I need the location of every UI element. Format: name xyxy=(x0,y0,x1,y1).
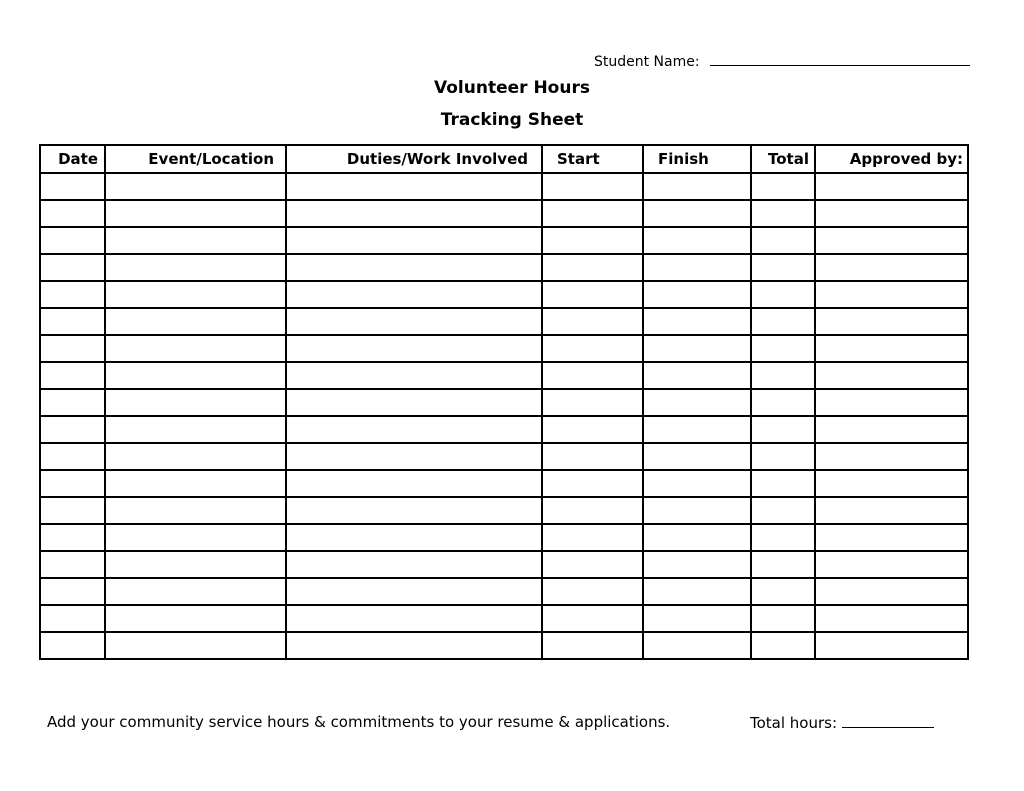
table-cell[interactable] xyxy=(815,308,968,335)
table-cell[interactable] xyxy=(815,281,968,308)
table-cell[interactable] xyxy=(40,416,105,443)
table-cell[interactable] xyxy=(542,551,643,578)
table-cell[interactable] xyxy=(542,254,643,281)
table-cell[interactable] xyxy=(815,416,968,443)
total-hours-field[interactable] xyxy=(842,713,934,728)
table-cell[interactable] xyxy=(105,497,286,524)
table-cell[interactable] xyxy=(40,389,105,416)
table-cell[interactable] xyxy=(815,200,968,227)
table-cell[interactable] xyxy=(286,362,542,389)
column-header-event-location: Event/Location xyxy=(105,145,286,173)
table-cell[interactable] xyxy=(643,470,751,497)
table-cell[interactable] xyxy=(815,470,968,497)
table-cell[interactable] xyxy=(751,524,815,551)
table-cell[interactable] xyxy=(40,362,105,389)
table-cell[interactable] xyxy=(105,389,286,416)
table-cell[interactable] xyxy=(815,254,968,281)
table-cell[interactable] xyxy=(105,335,286,362)
table-cell[interactable] xyxy=(40,605,105,632)
table-cell[interactable] xyxy=(105,524,286,551)
table-cell[interactable] xyxy=(105,173,286,200)
table-cell[interactable] xyxy=(643,335,751,362)
table-cell[interactable] xyxy=(751,227,815,254)
table-cell[interactable] xyxy=(643,632,751,659)
table-cell[interactable] xyxy=(751,389,815,416)
table-cell[interactable] xyxy=(286,632,542,659)
table-cell[interactable] xyxy=(542,200,643,227)
table-cell[interactable] xyxy=(815,389,968,416)
table-cell[interactable] xyxy=(40,497,105,524)
table-row xyxy=(40,470,968,497)
table-cell[interactable] xyxy=(815,227,968,254)
table-cell[interactable] xyxy=(40,578,105,605)
table-cell[interactable] xyxy=(286,578,542,605)
table-cell[interactable] xyxy=(643,173,751,200)
table-cell[interactable] xyxy=(751,497,815,524)
table-cell[interactable] xyxy=(643,281,751,308)
table-cell[interactable] xyxy=(643,605,751,632)
table-row xyxy=(40,605,968,632)
table-row xyxy=(40,443,968,470)
table-cell[interactable] xyxy=(286,497,542,524)
table-cell[interactable] xyxy=(751,254,815,281)
table-cell[interactable] xyxy=(815,173,968,200)
table-cell[interactable] xyxy=(286,605,542,632)
column-header-approved-by: Approved by: xyxy=(815,145,968,173)
table-body xyxy=(40,173,968,659)
column-header-total: Total xyxy=(751,145,815,173)
table-cell[interactable] xyxy=(40,254,105,281)
table-cell[interactable] xyxy=(40,200,105,227)
table-cell[interactable] xyxy=(542,497,643,524)
table-cell[interactable] xyxy=(751,605,815,632)
table-row xyxy=(40,308,968,335)
table-row xyxy=(40,362,968,389)
table-cell[interactable] xyxy=(643,551,751,578)
table-cell[interactable] xyxy=(815,443,968,470)
column-header-finish: Finish xyxy=(643,145,751,173)
table-cell[interactable] xyxy=(643,416,751,443)
table-cell[interactable] xyxy=(105,443,286,470)
table-cell[interactable] xyxy=(751,335,815,362)
table-cell[interactable] xyxy=(542,416,643,443)
table-cell[interactable] xyxy=(542,335,643,362)
table-cell[interactable] xyxy=(286,308,542,335)
table-cell[interactable] xyxy=(751,632,815,659)
table-cell[interactable] xyxy=(542,281,643,308)
table-cell[interactable] xyxy=(815,335,968,362)
table-cell[interactable] xyxy=(40,173,105,200)
table-cell[interactable] xyxy=(643,200,751,227)
table-row xyxy=(40,632,968,659)
table-cell[interactable] xyxy=(105,308,286,335)
table-cell[interactable] xyxy=(643,254,751,281)
table-cell[interactable] xyxy=(751,551,815,578)
table-cell[interactable] xyxy=(542,389,643,416)
tracking-table xyxy=(39,144,969,660)
table-cell[interactable] xyxy=(105,227,286,254)
table-cell[interactable] xyxy=(286,551,542,578)
table-cell[interactable] xyxy=(40,524,105,551)
table-cell[interactable] xyxy=(40,335,105,362)
table-cell[interactable] xyxy=(286,281,542,308)
table-row xyxy=(40,416,968,443)
table-row xyxy=(40,281,968,308)
column-header-duties: Duties/Work Involved xyxy=(286,145,542,173)
table-cell[interactable] xyxy=(105,362,286,389)
table-cell[interactable] xyxy=(286,254,542,281)
page-subtitle: Tracking Sheet xyxy=(440,110,584,130)
column-header-date: Date xyxy=(40,145,105,173)
table-cell[interactable] xyxy=(643,308,751,335)
table-row xyxy=(40,227,968,254)
table-cell[interactable] xyxy=(40,227,105,254)
column-header-start: Start xyxy=(542,145,643,173)
table-cell[interactable] xyxy=(542,227,643,254)
table-cell[interactable] xyxy=(105,470,286,497)
table-cell[interactable] xyxy=(751,443,815,470)
total-hours-label: Total hours: xyxy=(750,714,838,732)
table-cell[interactable] xyxy=(815,497,968,524)
table-cell[interactable] xyxy=(286,443,542,470)
table-cell[interactable] xyxy=(815,632,968,659)
table-cell[interactable] xyxy=(542,308,643,335)
table-row xyxy=(40,578,968,605)
table-cell[interactable] xyxy=(105,605,286,632)
table-cell[interactable] xyxy=(105,200,286,227)
table-cell[interactable] xyxy=(751,416,815,443)
table-cell[interactable] xyxy=(643,497,751,524)
table-cell[interactable] xyxy=(542,362,643,389)
table-cell[interactable] xyxy=(751,200,815,227)
student-name-field[interactable] xyxy=(710,51,970,66)
table-cell[interactable] xyxy=(286,227,542,254)
table-cell[interactable] xyxy=(105,254,286,281)
table-cell[interactable] xyxy=(542,470,643,497)
table-cell[interactable] xyxy=(105,632,286,659)
table-cell[interactable] xyxy=(815,551,968,578)
table-cell[interactable] xyxy=(286,470,542,497)
table-cell[interactable] xyxy=(815,524,968,551)
table-cell[interactable] xyxy=(815,605,968,632)
table-cell[interactable] xyxy=(40,443,105,470)
student-name-label: Student Name: xyxy=(594,54,700,70)
table-cell[interactable] xyxy=(542,443,643,470)
table-cell[interactable] xyxy=(542,524,643,551)
table-cell[interactable] xyxy=(286,173,542,200)
table-cell[interactable] xyxy=(751,308,815,335)
table-cell[interactable] xyxy=(751,362,815,389)
table-row xyxy=(40,200,968,227)
page-title: Volunteer Hours xyxy=(434,78,590,98)
table-row xyxy=(40,389,968,416)
table-cell[interactable] xyxy=(542,605,643,632)
table-cell[interactable] xyxy=(105,551,286,578)
table-cell[interactable] xyxy=(643,362,751,389)
table-row xyxy=(40,551,968,578)
table-cell[interactable] xyxy=(40,470,105,497)
table-cell[interactable] xyxy=(542,578,643,605)
table-row xyxy=(40,254,968,281)
table-cell[interactable] xyxy=(542,632,643,659)
table-cell[interactable] xyxy=(105,578,286,605)
student-name-line xyxy=(594,51,970,70)
table-cell[interactable] xyxy=(286,416,542,443)
table-row xyxy=(40,335,968,362)
table-cell[interactable] xyxy=(40,281,105,308)
table-row xyxy=(40,524,968,551)
table-cell[interactable] xyxy=(286,389,542,416)
table-cell[interactable] xyxy=(286,200,542,227)
table-cell[interactable] xyxy=(643,578,751,605)
table-cell[interactable] xyxy=(643,227,751,254)
table-cell[interactable] xyxy=(751,281,815,308)
table-cell[interactable] xyxy=(815,578,968,605)
table-cell[interactable] xyxy=(40,308,105,335)
table-cell[interactable] xyxy=(643,443,751,470)
table-cell[interactable] xyxy=(286,524,542,551)
table-header-row xyxy=(40,145,968,173)
table-cell[interactable] xyxy=(751,578,815,605)
table-cell[interactable] xyxy=(815,362,968,389)
table-cell[interactable] xyxy=(751,470,815,497)
table-cell[interactable] xyxy=(40,632,105,659)
table-cell[interactable] xyxy=(105,281,286,308)
table-cell[interactable] xyxy=(643,524,751,551)
table-cell[interactable] xyxy=(40,551,105,578)
table-row xyxy=(40,497,968,524)
table-cell[interactable] xyxy=(643,389,751,416)
table-cell[interactable] xyxy=(286,335,542,362)
footer-note: Add your community service hours & commitments to your resume & applications. xyxy=(47,713,671,731)
table-cell[interactable] xyxy=(542,173,643,200)
table-row xyxy=(40,173,968,200)
total-hours-line xyxy=(750,713,934,732)
table-cell[interactable] xyxy=(751,173,815,200)
table-cell[interactable] xyxy=(105,416,286,443)
